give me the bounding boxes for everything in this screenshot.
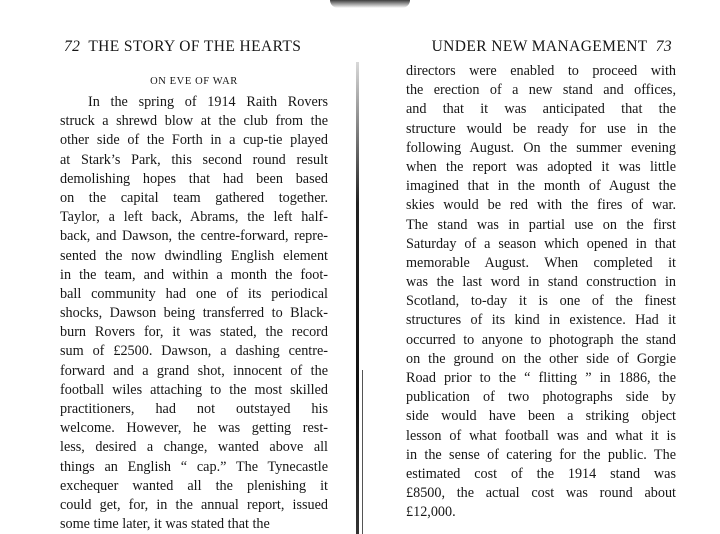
text-line: Road prior to the “ flitting ” in 1886, the xyxy=(406,370,676,386)
left-running-title: THE STORY OF THE HEARTS xyxy=(88,38,302,55)
text-line: things an English “ cap.” The Tynecastle xyxy=(60,458,328,475)
text-line: In the spring of 1914 Raith Rovers xyxy=(88,94,328,110)
text-line: imagined that in the month of August the xyxy=(406,178,676,195)
text-line: sented the now dwindling English element xyxy=(60,247,328,264)
text-line: was the last word in stand construction in xyxy=(406,274,676,291)
text-line: the erection of a new stand and offices, xyxy=(406,82,676,99)
text-line: demolishing hopes that had been based xyxy=(60,170,328,187)
binding-shadow xyxy=(330,0,410,8)
text-line: skies would be red with the fires of war. xyxy=(406,197,676,214)
text-line: following August. On the summer evening xyxy=(406,139,676,156)
book-gutter-edge xyxy=(362,370,363,534)
text-line: ball community had one of its periodical xyxy=(60,285,328,302)
text-line: £8500, the actual cost was round about xyxy=(406,485,676,502)
right-running-head xyxy=(432,38,676,56)
text-line: on the ground on the other side of Gorgie xyxy=(406,350,676,367)
text-line: and that it was anticipated that the xyxy=(406,101,676,118)
text-line: side would have been a striking object xyxy=(406,408,676,425)
text-line: football wiles attaching to the most skilled xyxy=(60,381,328,398)
text-line: sum of £2500. Dawson, a dashing centre- xyxy=(60,343,328,360)
text-line: in the team, and within a month the foot- xyxy=(60,266,328,283)
text-line: £12,000. xyxy=(406,504,456,521)
text-line: struck a shrewd blow at the club from the xyxy=(60,113,328,130)
text-line: practitioners, had not outstayed his xyxy=(60,401,328,417)
left-page-text xyxy=(60,93,328,534)
text-line: structures of its kind in existence. Had it xyxy=(406,312,676,329)
text-line: lesson of what football was and what it is xyxy=(406,427,676,444)
text-line: back, and Dawson, the centre-forward, repre- xyxy=(60,228,328,245)
text-line: estimated cost of the 1914 stand was xyxy=(406,465,676,482)
text-line: some time later, it was stated that the xyxy=(60,516,270,533)
text-line: exchequer wanted all the plenishing it xyxy=(60,477,328,494)
right-page-text xyxy=(406,62,676,523)
text-line: welcome. However, he was getting rest- xyxy=(60,420,328,437)
text-line: burn Rovers for, it was stated, the record xyxy=(60,324,328,341)
text-line: Scotland, to-day it is one of the finest xyxy=(406,293,676,310)
section-heading: ON EVE OF WAR xyxy=(150,76,238,87)
right-running-title: UNDER NEW MANAGEMENT xyxy=(431,38,648,55)
text-line: could get, for, in the annual report, issued xyxy=(60,496,328,513)
text-line: less, desired a change, wanted above all xyxy=(60,439,328,456)
text-line: shocks, Dawson being transferred to Black- xyxy=(60,305,328,322)
text-line: The stand was in partial use on the first xyxy=(406,216,676,233)
text-line: publication of two photographs side by xyxy=(406,389,676,406)
left-running-head xyxy=(60,38,301,56)
text-line: when the report was adopted it was little xyxy=(406,158,676,175)
book-gutter xyxy=(356,62,359,534)
text-line: in the sense of catering for the public. The xyxy=(406,446,676,463)
text-line: on the capital team gathered together. xyxy=(60,189,328,206)
text-line: structure would be ready for use in the xyxy=(406,120,676,137)
text-line: memorable August. When completed it xyxy=(406,254,676,271)
right-page-number: 73 xyxy=(655,38,672,55)
text-line: forward and a grand shot, innocent of the xyxy=(60,362,328,379)
text-line: at Stark’s Park, this second round result xyxy=(60,151,328,168)
left-page-number: 72 xyxy=(64,38,81,55)
text-line: occurred to anyone to photograph the stand xyxy=(406,331,676,348)
text-line: directors were enabled to proceed with xyxy=(406,63,676,79)
text-line: Saturday of a season which opened in that xyxy=(406,235,676,252)
text-line: Taylor, a left back, Abrams, the left half- xyxy=(60,209,328,226)
text-line: other side of the Forth in a cup-tie played xyxy=(60,132,328,149)
